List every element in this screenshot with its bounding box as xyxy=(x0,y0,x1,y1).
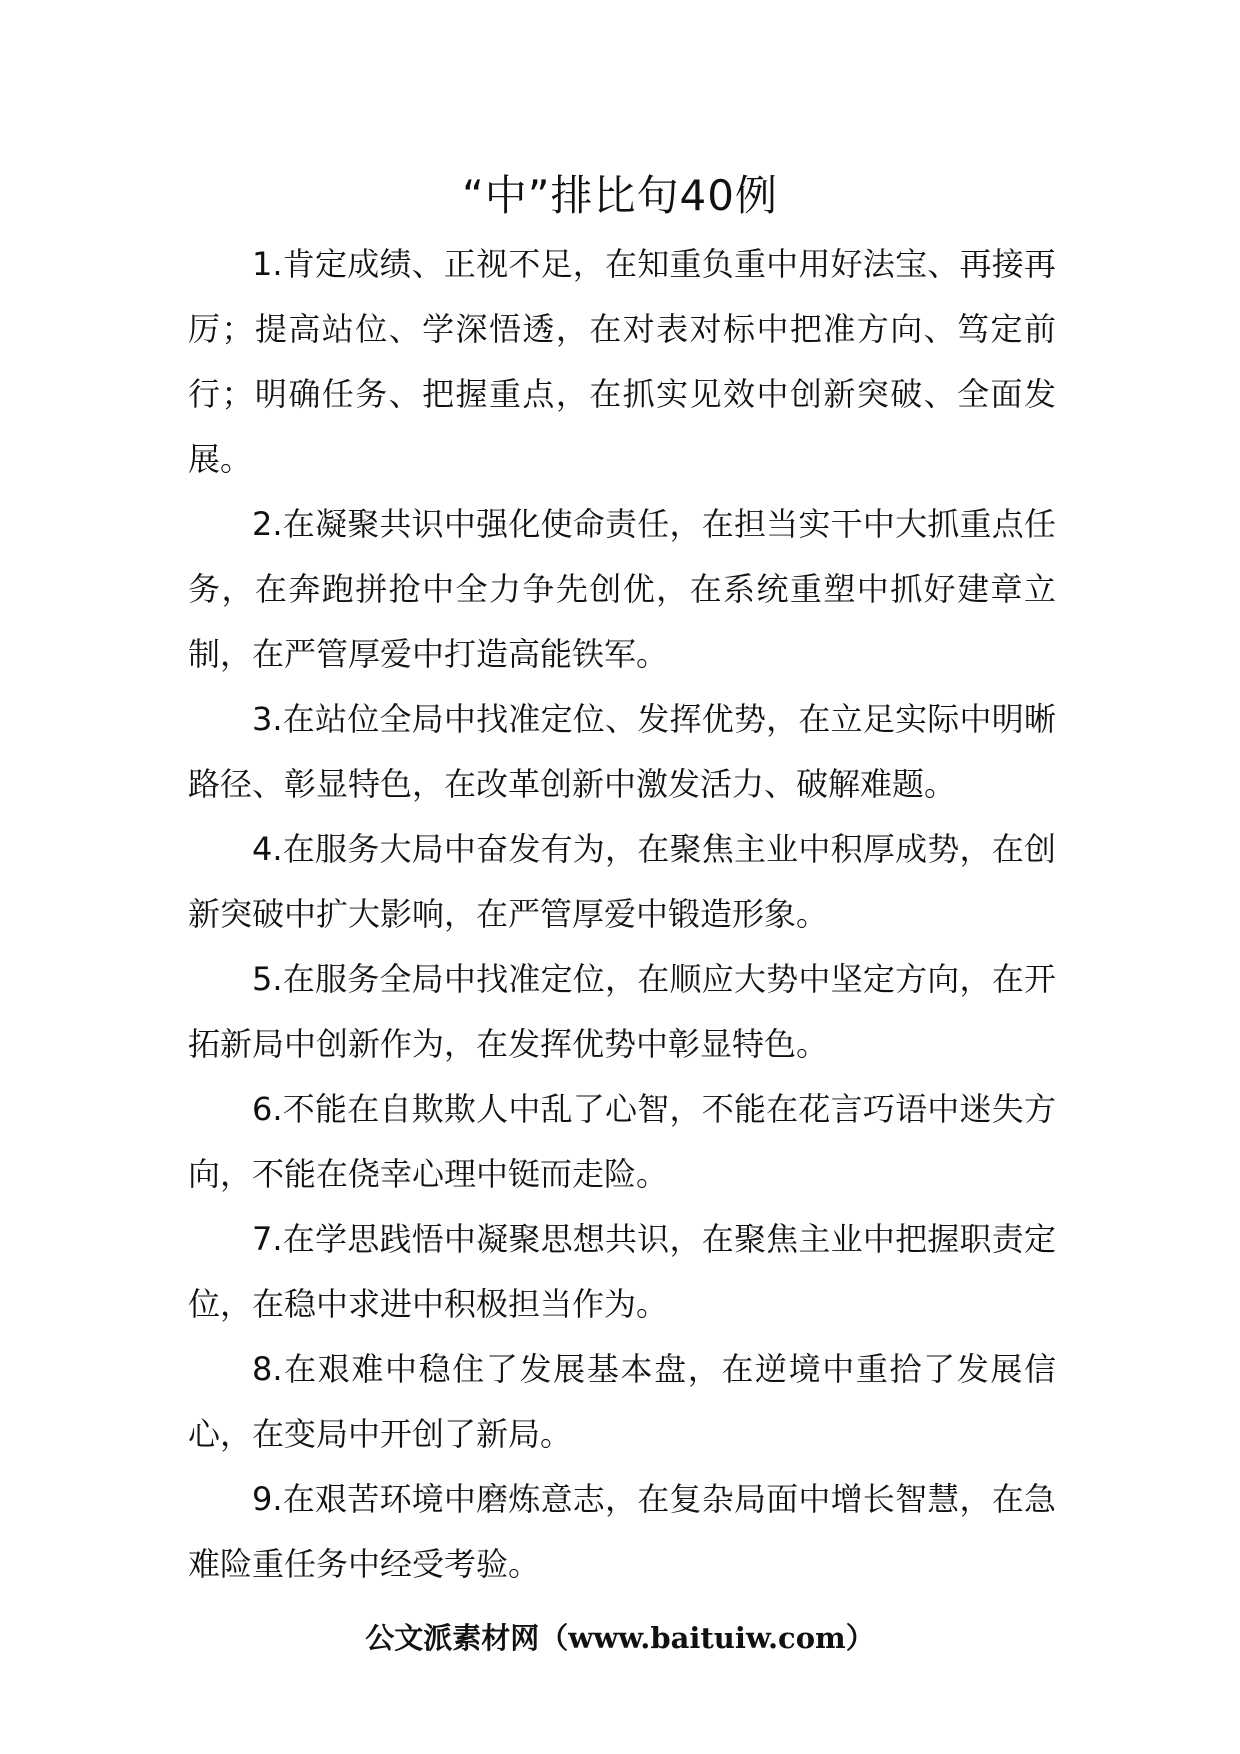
page-footer: 公文派素材网（www.baituiw.com） xyxy=(365,1621,875,1655)
paragraph-7: 7.在学思践悟中凝聚思想共识，在聚焦主业中把握职责定位，在稳中求进中积极担当作为。 xyxy=(188,1220,1056,1323)
paragraph-8: 8.在艰难中稳住了发展基本盘，在逆境中重拾了发展信心，在变局中开创了新局。 xyxy=(188,1350,1056,1453)
paragraph-1: 1.肯定成绩、正视不足，在知重负重中用好法宝、再接再厉；提高站位、学深悟透，在对表对标中把准方向、笃定前行；明确任务、把握重点，在抓实见效中创新突破、全面发展。 xyxy=(188,245,1056,478)
paragraph-4: 4.在服务大局中奋发有为，在聚焦主业中积厚成势，在创新突破中扩大影响，在严管厚爱中锻造形象。 xyxy=(188,830,1056,933)
paragraph-9: 9.在艰苦环境中磨炼意志，在复杂局面中增长智慧，在急难险重任务中经受考验。 xyxy=(188,1480,1056,1583)
paragraph-3: 3.在站位全局中找准定位、发挥优势，在立足实际中明晰路径、彰显特色，在改革创新中激发活力、破解难题。 xyxy=(188,700,1056,803)
paragraph-5: 5.在服务全局中找准定位，在顺应大势中坚定方向，在开拓新局中创新作为，在发挥优势中彰显特色。 xyxy=(188,960,1056,1063)
paragraph-2: 2.在凝聚共识中强化使命责任，在担当实干中大抓重点任务，在奔跑拼抢中全力争先创优，在系统重塑中抓好建章立制，在严管厚爱中打造高能铁军。 xyxy=(188,505,1056,673)
paragraph-6: 6.不能在自欺欺人中乱了心智，不能在花言巧语中迷失方向，不能在侥幸心理中铤而走险。 xyxy=(188,1090,1056,1193)
document-title: “中”排比句40例 xyxy=(462,171,778,220)
document-body xyxy=(188,232,1056,1597)
